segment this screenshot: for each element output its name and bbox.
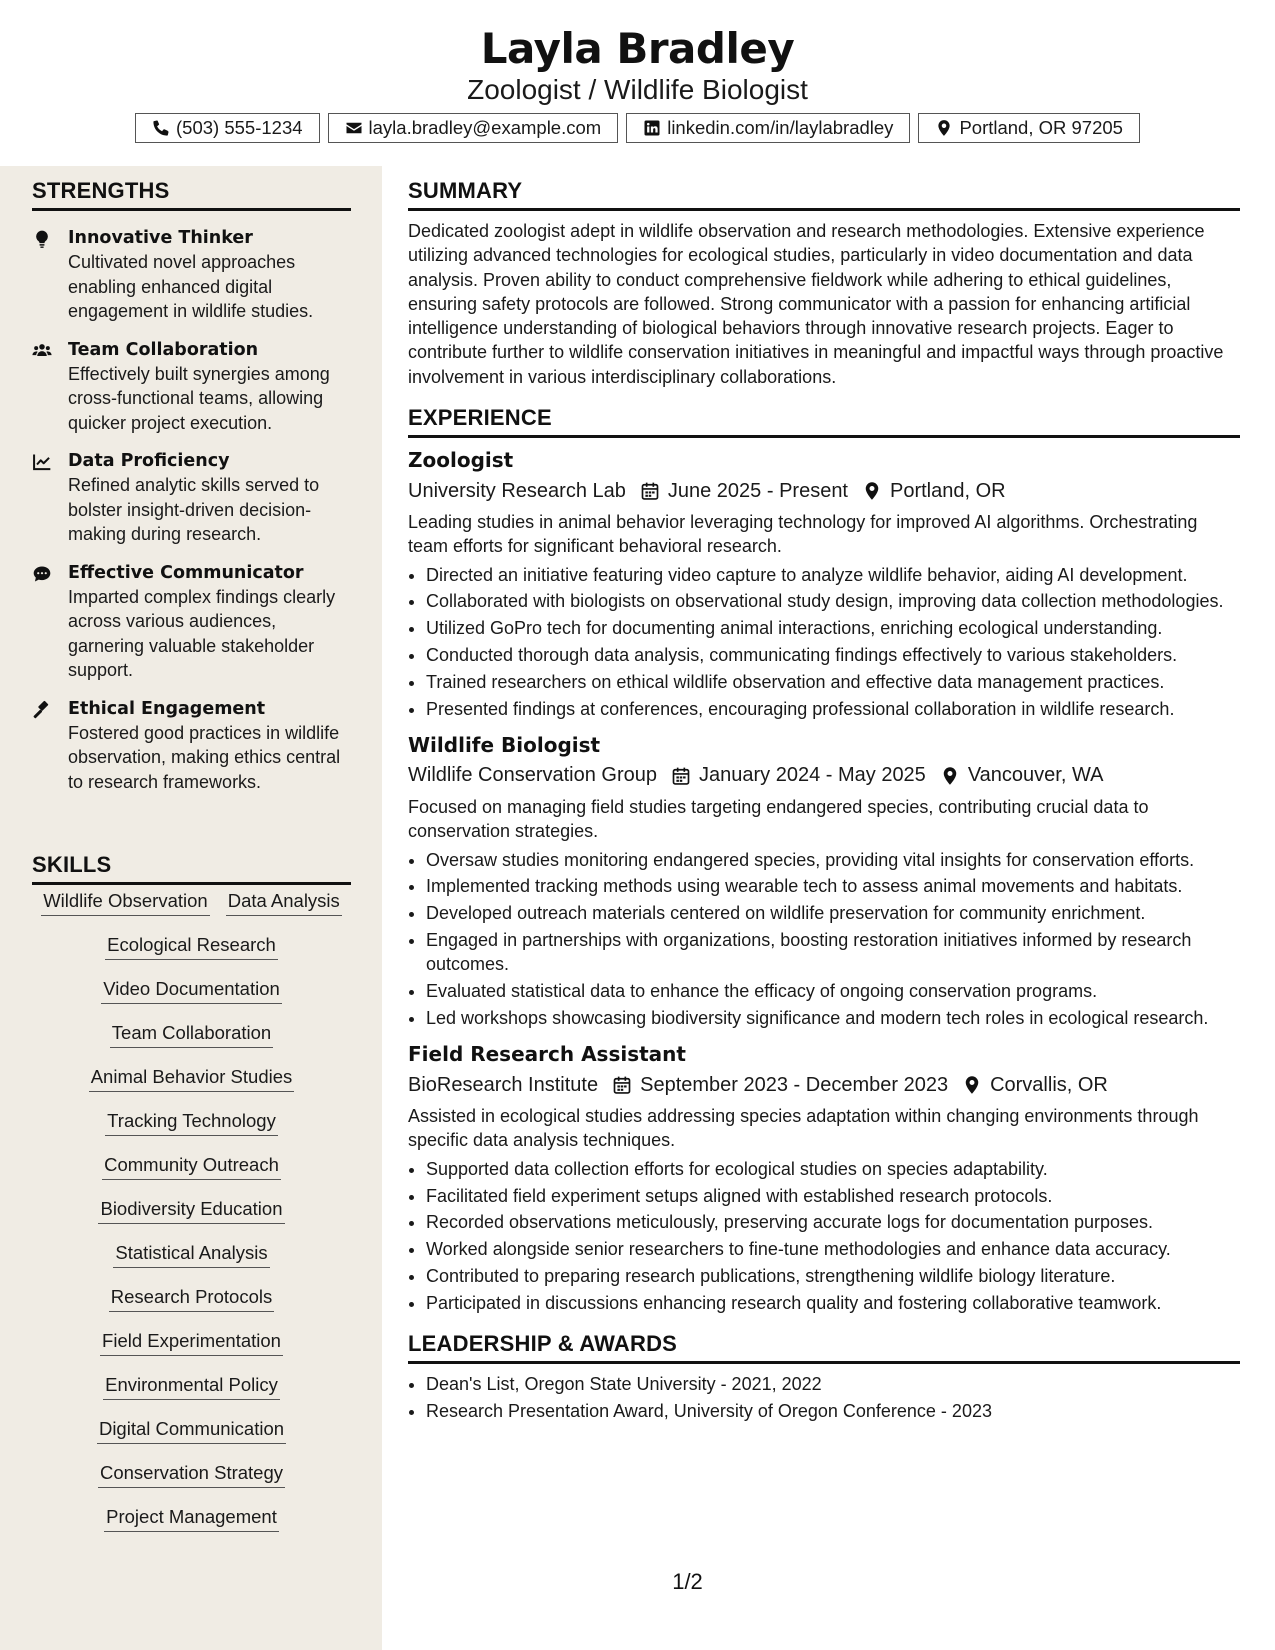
sidebar [0,166,382,1650]
experience-heading: EXPERIENCE [408,405,1240,438]
skill-tag: Environmental Policy [103,1374,280,1400]
speech-bubble-icon [32,564,52,584]
job-title: Zoologist [408,448,514,473]
skill-tag: Data Analysis [226,890,342,916]
resume-header [0,0,1275,166]
main-column [408,166,1240,1426]
job-location: Portland, OR [890,479,1006,502]
job-company: University Research Lab [408,479,626,502]
contact-linkedin[interactable] [626,113,910,143]
contact-phone [135,113,320,143]
awards-list [408,1372,1240,1423]
strength-desc: Imparted complex findings clearly across various audiences, garnering valuable stakeholder support. [68,586,336,680]
skill-tag: Video Documentation [101,978,282,1004]
phone-icon [152,119,170,137]
job-title: Wildlife Biologist [408,732,601,757]
job-description: Focused on managing field studies targeting endangered species, contributing crucial data to conservation strategies. [408,796,1149,842]
list-item: • Engaged in partnerships with organizations, boosting restoration initiatives informed by research outcomes. [426,928,1240,977]
skill-tag: Conservation Strategy [98,1462,285,1488]
contact-bar [0,113,1275,143]
strength-item [32,561,352,683]
awards-heading: LEADERSHIP & AWARDS [408,1331,1240,1364]
job-location: Vancouver, WA [967,764,1104,787]
job-meta [408,763,1240,789]
strength-item [32,338,352,436]
strength-desc: Fostered good practices in wildlife observation, making ethics central to research frameworks. [68,722,341,792]
summary-text: Dedicated zoologist adept in wildlife observation and research methodologies. Extensive experience utilizing advanced technologies for ecological studies, particularly in video documentation and data analysis. Proven ability to conduct comprehensive fieldwork while adhering to ethical guidelines, ensuring safety protocols are followed. Strong communicator with a passion for enhancing artificial intelligence understanding of biological behaviors through innovative research projects. Eager to contribute further to wildlife conservation initiatives in meaningful and impactful ways through proactive involvement in various interdisciplinary collaborations. [408,221,1224,387]
strength-item [32,449,352,547]
list-item: • Dean's List, Oregon State University - 2021, 2022 [426,1372,1240,1396]
list-item: • Oversaw studies monitoring endangered species, providing vital insights for conservation efforts. [426,848,1240,872]
skill-tag: Animal Behavior Studies [89,1066,295,1092]
job-meta [408,478,1240,504]
list-item: • Collaborated with biologists on observational study design, improving data collection methodologies. [426,589,1240,613]
calendar-icon [640,481,660,501]
list-item: • Facilitated field experiment setups aligned with established research protocols. [426,1184,1240,1208]
skills-list [32,890,351,1550]
candidate-name: Layla Bradley [480,24,795,73]
strength-title: Innovative Thinker [68,228,253,248]
list-item: • Implemented tracking methods using wearable tech to assess animal movements and habitats. [426,874,1240,898]
skill-tag: Biodiversity Education [98,1198,284,1224]
job-dates: June 2025 - Present [667,479,848,502]
list-item: • Directed an initiative featuring video capture to analyze wildlife behavior, aiding AI development. [426,563,1240,587]
page-number-text: 1/2 [672,1569,703,1594]
job-entry [408,448,1240,721]
job-entry [408,733,1240,1030]
list-item: • Led workshops showcasing biodiversity significance and modern tech roles in ecological research. [426,1006,1240,1030]
skill-tag: Project Management [104,1506,279,1532]
gavel-icon [32,700,52,720]
skill-tag: Wildlife Observation [41,890,210,916]
strength-item [32,697,352,795]
job-meta [408,1072,1240,1098]
strength-title: Team Collaboration [68,339,259,360]
strength-desc: Cultivated novel approaches enabling enhanced digital engagement in wildlife studies. [68,252,314,321]
linkedin-icon [643,119,661,137]
list-item: • Contributed to preparing research publications, strengthening wildlife biology literature. [426,1264,1240,1288]
page-number [0,1569,1275,1595]
calendar-icon [612,1075,632,1095]
list-item: • Conducted thorough data analysis, communicating findings effectively to various stakeholders. [426,643,1240,667]
job-dates: January 2024 - May 2025 [699,764,926,787]
skill-tag: Digital Communication [97,1418,286,1444]
skill-tag: Tracking Technology [105,1110,278,1136]
skill-tag: Research Protocols [109,1286,274,1312]
job-company: BioResearch Institute [408,1073,599,1096]
job-dates: September 2023 - December 2023 [640,1073,949,1096]
list-item: • Supported data collection efforts for ecological studies on species adaptability. [426,1157,1240,1181]
strength-desc: Effectively built synergies among cross-functional teams, allowing quicker project execution. [68,363,330,433]
strengths-heading: STRENGTHS [32,178,351,211]
skills-heading: SKILLS [32,852,351,885]
strength-desc: Refined analytic skills served to bolster insight-driven decision-making during research. [68,475,320,544]
job-bullets [408,1157,1240,1315]
strength-item [32,226,352,324]
skill-tag: Statistical Analysis [113,1242,269,1268]
list-item: • Developed outreach materials centered on wildlife preservation for community enrichment. [426,901,1240,925]
skill-tag: Community Outreach [102,1154,281,1180]
job-company: Wildlife Conservation Group [408,764,657,787]
strength-title: Ethical Engagement [68,698,266,719]
strength-title: Effective Communicator [68,562,304,583]
contact-phone-text: (503) 555-1234 [176,117,303,138]
map-pin-icon [940,766,960,786]
contact-email-text: layla.bradley@example.com [368,117,602,138]
list-item: • Recorded observations meticulously, preserving accurate logs for documentation purposes. [426,1210,1240,1234]
users-icon [32,341,52,361]
chart-line-icon [32,452,52,472]
list-item: • Participated in discussions enhancing research quality and fostering collaborative teamwork. [426,1291,1240,1315]
strengths-list [32,226,352,808]
skill-tag: Field Experimentation [100,1330,283,1356]
strength-title: Data Proficiency [68,451,230,471]
job-entry [408,1042,1240,1315]
contact-location [918,113,1140,143]
list-item: • Research Presentation Award, University of Oregon Conference - 2023 [426,1399,1240,1423]
candidate-title: Zoologist / Wildlife Biologist [467,74,808,105]
job-title: Field Research Assistant [408,1042,686,1067]
list-item: • Presented findings at conferences, encouraging professional collaboration in wildlife research. [426,697,1240,721]
contact-email[interactable] [328,113,619,143]
job-bullets [408,563,1240,721]
skill-tag: Team Collaboration [110,1022,273,1048]
list-item: • Utilized GoPro tech for documenting animal interactions, enriching ecological understanding. [426,616,1240,640]
list-item: • Evaluated statistical data to enhance the efficacy of ongoing conservation programs. [426,979,1240,1003]
job-bullets [408,848,1240,1031]
job-description: Leading studies in animal behavior leveraging technology for improved AI algorithms. Orchestrating team efforts for significant behavioral research. [408,512,1198,557]
lightbulb-icon [32,229,52,249]
contact-location-text: Portland, OR 97205 [959,117,1123,138]
job-location: Corvallis, OR [990,1073,1108,1096]
calendar-icon [671,766,691,786]
list-item: • Worked alongside senior researchers to fine-tune methodologies and enhance data accuracy. [426,1237,1240,1261]
envelope-icon [345,119,363,137]
summary-heading: SUMMARY [408,178,1240,211]
skill-tag: Ecological Research [105,934,278,960]
map-pin-icon [935,119,953,137]
map-pin-icon [962,1075,982,1095]
list-item: • Trained researchers on ethical wildlife observation and effective data management practices. [426,670,1240,694]
map-pin-icon [862,481,882,501]
contact-linkedin-text: linkedin.com/in/laylabradley [667,117,894,138]
job-description: Assisted in ecological studies addressing species adaptation within changing environments through specific data analysis techniques. [408,1106,1199,1151]
